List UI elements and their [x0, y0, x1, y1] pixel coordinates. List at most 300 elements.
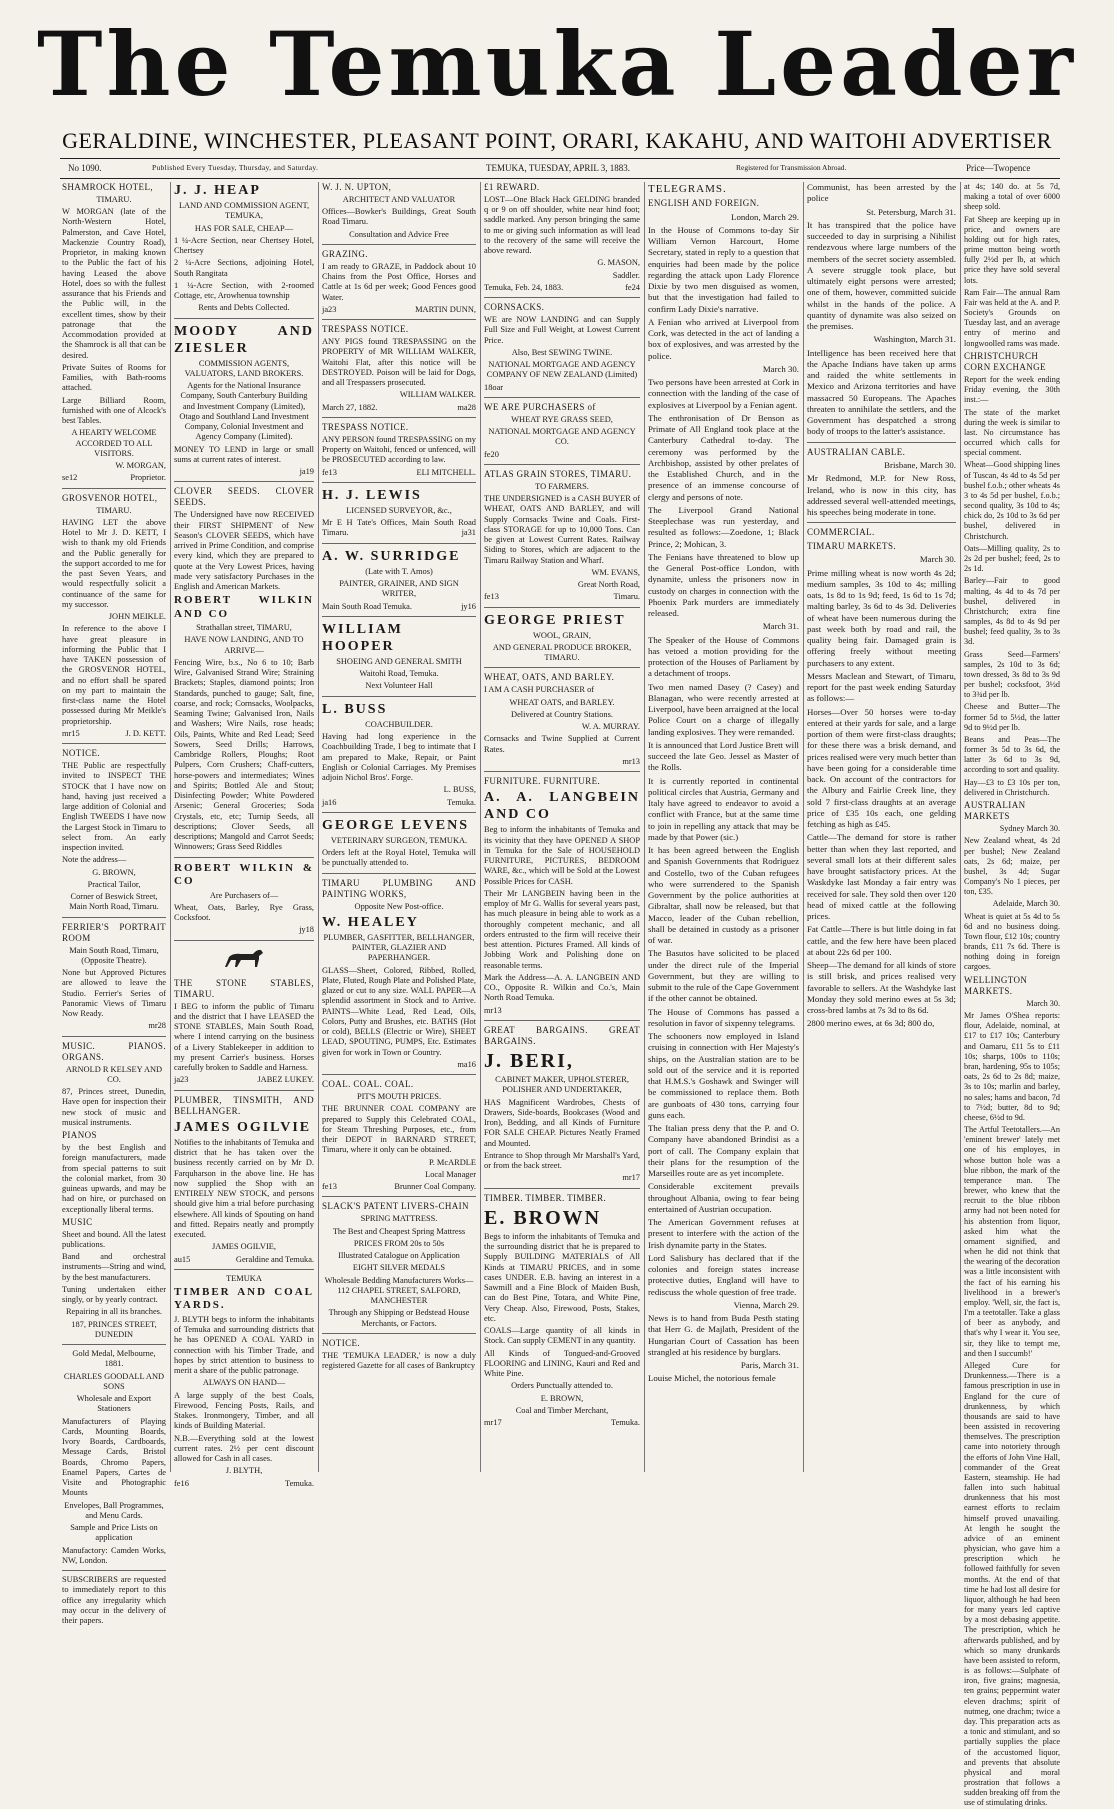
dateline-entry: Vienna, March 29. [733, 1299, 799, 1310]
ad-sub: SPRING MATTRESS. [360, 1214, 438, 1224]
ad-heading: NOTICE. [322, 1337, 361, 1348]
section-separator [807, 522, 956, 523]
news-paragraph: Oats—Milling quality, 2s to 2s 2d per bushel; feed, 2s to 2s 1d. [964, 543, 1060, 574]
news-paragraph: It is announced that Lord Justice Brett will succeed the late Geo. Jessel as Master of the Rolls. [648, 739, 799, 773]
ad-footer: fe13 Timaru. [484, 592, 640, 602]
ad-subheading: PIANOS [62, 1130, 97, 1141]
ad-code: jy18 [299, 925, 314, 935]
ad-signature: JOHN MEIKLE. [108, 612, 166, 622]
ad-sub: ALWAYS ON HAND— [202, 1378, 286, 1388]
ad-body: Next Volunteer Hall [365, 681, 433, 691]
ad-body: In reference to the above I have great pleasure in informing the Public that I have TAKEN possession of the GROSVENOR HOTEL, and no effort shall be spared on my part to maintain the first-class name the Hotel possessed during Mr Meikle's proprietorship. [62, 624, 166, 726]
ad-body: Orders left at the Royal Hotel, Temuka will be punctually attended to. [322, 848, 476, 868]
dateline-entry: Sydney March 30. [999, 824, 1060, 834]
ad-footer: fe13 Brunner Coal Company. [322, 1182, 476, 1192]
ad-separator [174, 1269, 314, 1270]
ad-body: The Best and Cheapest Spring Mattress [332, 1226, 466, 1236]
ad-body: Agents for the National Insurance Company, South Canterbury Building and Investment Company (Limited), Otago and Southland Land Investment Company, Colonial Investment and Agency Company (Limited). [179, 381, 309, 442]
ad-heading: TRESPASS NOTICE. [322, 324, 409, 335]
ad-sub: Wholesale and Export Stationers [76, 1394, 152, 1414]
ad-signature: E. BROWN, [540, 1393, 584, 1403]
ad-footer: ja16 Temuka. [322, 797, 476, 807]
ad-heading: TRESPASS NOTICE. [322, 421, 409, 432]
dateline-entry: Paris, March 31. [740, 1360, 799, 1371]
news-paragraph: Two men named Dasey (? Casey) and Blanagan, who were recently arrested at Liverpool, have been arraigned at the local Police Court on a charge of illegally landing explosives. They were remanded. [648, 681, 799, 737]
ad-heading: GRAZING. [322, 248, 368, 259]
dateline-entry: March 30. [1026, 998, 1060, 1008]
ad-list: WHEAT OATS, and BARLEY. [509, 697, 615, 707]
ad-sub: (Late with T. Amos) [365, 566, 433, 576]
ad-body: Also, Best SEWING TWINE. [511, 347, 613, 357]
news-paragraph: Two persons have been arrested at Cork in connection with the landing of the case of explosives at Liverpool by a Fenian agent. [648, 377, 799, 410]
ad-separator [174, 940, 314, 941]
news-paragraph: It has transpired that the police have succeeded to day in surprising a Nihilist rendezvous where large numbers of the members of the secret society assembled. A severe struggle took place, but ultimately eight persons were arrested; one of them, however, committed suicide whilst in the hands of the police. A quantity of dynamite was also seized on the premises. [807, 219, 956, 331]
ad-body: Repairing in all its branches. [65, 1307, 163, 1317]
ad-separator [484, 607, 640, 608]
ad-code: ja19 [299, 467, 314, 477]
ad-separator [484, 397, 640, 398]
column-rule [318, 182, 319, 1472]
header-rule-lower [60, 178, 1060, 179]
dateline-entry: March 30. [762, 363, 799, 374]
ad-sub: ARCHITECT AND VALUATOR [342, 194, 456, 204]
ad-heading: CLOVER SEEDS. CLOVER SEEDS. [174, 486, 314, 508]
dateline-entry: London, March 29. [731, 211, 799, 222]
ad-body: Wholesale Bedding Manufacturers Works—112 CHAPEL STREET, SALFORD, MANCHESTER [324, 1275, 474, 1306]
ad-separator [322, 244, 476, 245]
ad-body: Manufactory: Camden Works, NW, London. [62, 1545, 166, 1565]
ad-name: A. A. LANGBEIN AND CO [484, 790, 640, 823]
ad-body: THE 'TEMUKA LEADER,' is now a duly registered Gazette for all cases of Bankruptcy [322, 1350, 476, 1371]
dateline-entry: Washington, March 31. [873, 334, 956, 345]
header-rule [60, 158, 1060, 159]
news-paragraph: The Speaker of the House of Commons has vetoed a motion providing for the protection of the Houses of Parliament by a detachment of troops. [648, 634, 799, 679]
section-separator [807, 442, 956, 443]
ad-body: Sample and Price Lists on application [70, 1523, 158, 1543]
ad-separator [62, 1344, 166, 1345]
news-paragraph: The schooners now employed in Island cruising in connection with Her Majesty's ships, on the Australian station are to be sold out of the service and it is reported that H.M.S.'s Goshawk and Swinger will be commissioned to replace them. Both are gunboats of 430 tons, carrying four guns each. [648, 1031, 799, 1120]
ad-body: Private Suites of Rooms for Families, with Bath-rooms attached. [62, 362, 166, 393]
masthead-title: The Temuka Leader [37, 12, 1077, 116]
ad-sub: HAS FOR SALE, CHEAP— [194, 223, 294, 233]
column-rule [644, 182, 645, 1472]
column-rule [480, 182, 481, 1472]
news-paragraph: Alleged Cure for Drunkenness.—There is a famous prescription in use in England for the cure of drunkenness, by which thousands are said to have been assisted in recovering themselves. The prescription came into notoriety through the efforts of John Vine Hall, commander of the Great Eastern, steamship. He had fallen into such habitual drunkenness that his most earnest efforts to reclaim himself proved unavailing. At length he sought the advice of an eminent physician, who gave him a prescription which he followed faithfully for seven months. At the end of that time he had lost all desire for liquor, although he had been for many years led captive by a most debasing appetite. The prescription, which he afterwards published, and by which so many drunkards have been assisted to reform, is as follows:—Sulphate of iron, five grains; magnesia, ten grains; peppermint water eleven drachms; spirit of nutmeg, one drachm; twice a day. This preparation acts as a tonic and stimulant, and so partially supplies the place of the accustomed liquor, and prevents that absolute physical and moral prostration that follows a sudden breaking off from the use of stimulating drinks. [964, 1360, 1060, 1808]
column-4 [484, 182, 640, 1472]
ad-separator [322, 1196, 476, 1197]
ad-sub: COMMISSION AGENTS, VALUATORS, LAND BROKERS. [184, 358, 304, 378]
ad-separator [322, 873, 476, 874]
ad-sub: LICENSED SURVEYOR, &c., [346, 505, 452, 515]
ad-town: TEMUKA [226, 1273, 262, 1283]
ad-footer: ja23 MARTIN DUNN, [322, 304, 476, 314]
ad-signature: L. BUSS, [443, 785, 476, 795]
news-paragraph: Intelligence has been received here that the Apache Indians have taken up arms and raided the white settlements in Mexico and Arizona territories and have massacred 50 Europeans. The Apaches threaten to annihilate the settlers, and the Government has despatched a strong body of troops to the latter's assistance. [807, 347, 956, 437]
ad-heading: WE ARE PURCHASERS of [484, 401, 596, 412]
ad-separator [484, 667, 640, 668]
ad-body: WE are NOW LANDING and can Supply Full Size and Full Weight, at Lowest Current Price. [484, 315, 640, 345]
ad-heading: TIMBER. TIMBER. TIMBER. [484, 1192, 607, 1203]
ad-list: WHEAT RYE GRASS SEED, [511, 414, 613, 424]
ad-address: Strathallan street, TIMARU, [196, 623, 292, 633]
section-heading: AUSTRALIAN CABLE. [807, 446, 906, 457]
ad-list: A large supply of the best Coals, Firewood, Fencing Posts, Rails, and Stakes. Ironmongery, Timber, and all kinds of Building Material. [174, 1390, 314, 1431]
ad-code: mr13 [622, 756, 640, 766]
news-paragraph: Sheep—The demand for all kinds of store is still brisk, and prices realised very favorable to sellers. At the Washdyke last Monday they sold merino ewes at 5s 3d; cross-bred lambs at 7s 3d to 8s 6d. [807, 960, 956, 1016]
ad-signature: J. BLYTH, [225, 1466, 263, 1476]
registration-note: Registered for Transmission Abroad. [736, 163, 847, 172]
news-paragraph: A Fenian who arrived at Liverpool from Cork, was detected in the act of landing a box of explosives, and was arrested by the police. [648, 316, 799, 361]
ad-separator [322, 319, 476, 320]
news-paragraph: Hay—£3 to £3 10s per ton, delivered in Christchurch. [964, 777, 1060, 797]
dateline-entry: St. Petersburg, March 31. [866, 206, 956, 217]
ad-body: I am ready to GRAZE, in Paddock about 10 Chains from the Post Office, Horses and Cattle at 1s 6d per week; Good Fences good Water. [322, 261, 476, 302]
ad-separator [484, 1020, 640, 1021]
ad-separator [62, 488, 166, 489]
ad-body: J. BLYTH begs to inform the inhabitants of Temuka and surrounding districts that he has OPENED A COAL YARD in connection with his Timber Trade, and hopes by strict attention to business to merit a share of the public patronage. [174, 1314, 314, 1376]
ad-code: mr28 [148, 1021, 166, 1031]
ad-sub: PIT'S MOUTH PRICES. [356, 1092, 442, 1102]
ad-heading: NOTICE. [62, 748, 101, 759]
ad-sub: CABINET MAKER, UPHOLSTERER, POLISHER AND UNDERTAKER, [495, 1075, 629, 1095]
news-paragraph: Communist, has been arrested by the police [807, 182, 956, 204]
ad-body: I AM A CASH PURCHASER of [484, 685, 595, 695]
ad-body: None but Approved Pictures are allowed to leave the Studio. Ferrier's Series of Panoramic Views of Timaru Now Ready. [62, 968, 166, 1019]
ad-role: Practical Tailor, [87, 879, 141, 889]
ad-body: Manufacturers of Playing Cards, Mounting Boards, Ivory Boards, Cardboards, Message Cards, Bristol Boards, Chromo Papers, Enamel Papers, Cartes de Visite and Photographic Mounts [62, 1416, 166, 1498]
ad-body: by the best English and foreign manufacturers, made from special patterns to suit the colonial market, from 30 guineas upwards, and may be had on hire, or purchased on exceptionally liberal terms. [62, 1143, 166, 1214]
ad-name: GEORGE LEVENS [322, 817, 469, 833]
ad-body: Tuning undertaken either singly, or by yearly contract. [62, 1284, 166, 1305]
news-paragraph: The Italian press deny that the P. and O. Company have abandoned Brindisi as a port of call. The Company explain that their plans for the resumption of the Marseilles route are as yet incomplete. [648, 1123, 799, 1179]
news-paragraph: The Liverpool Grand National Steeplechase was run yesterday, and resulted as follows:—Zoedone, 1; Black Prince, 2; Mohican, 3. [648, 504, 799, 549]
ad-town: TIMARU. [96, 505, 132, 515]
ad-footer: mr15 J. D. KETT. [62, 728, 166, 738]
news-paragraph: Prime milling wheat is now worth 4s 2d; medium samples, 3s 10d to 4s; milling oats, 1s 8d to 1s 9d; feed, 1s 6d to 1s 7d; malting barley, 3s 6d to 4s 3d. Deliveries of wheat have been numerous during the past week both by road and rail, the quality being fair. Damaged grain is offering freely without meeting purchasers to any extent. [807, 567, 956, 668]
ad-body: THE BRUNNER COAL COMPANY are prepared to Supply this Celebrated COAL, for Steam Threshing Purposes, etc., from their DEPOT in BARNARD STREET, Timaru, where it only can be obtained. [322, 1104, 476, 1155]
dateline [66, 161, 1056, 177]
ad-body: Note the address— [62, 855, 127, 865]
price: Price—Twopence [966, 163, 1031, 173]
ad-name: JAMES OGILVIE [174, 1119, 312, 1135]
ad-name: ARNOLD R KELSEY AND CO. [65, 1064, 163, 1084]
ad-address: Main South Road, Timaru, (Opposite Theatre). [69, 945, 159, 965]
ad-body: Cornsacks and Twine Supplied at Current Rates. [484, 734, 640, 754]
ad-heading: PLUMBER, TINSMITH, AND BELLHANGER. [174, 1094, 314, 1116]
ad-name: J. BERI, [484, 1049, 574, 1072]
ad-name: A. W. SURRIDGE [322, 548, 461, 564]
ad-body: Envelopes, Ball Programmes, and Menu Cards. [64, 1500, 164, 1520]
ad-role: Saddler. [612, 270, 640, 280]
ad-body: LOST—One Black Hack GELDING branded q or 9 on off shoulder, white near hind foot; saddle marked. Any person bringing the same to me or giving such information as will lead to the recovery of the same will receive the above reward. [484, 194, 640, 256]
ad-code: 18oar [484, 382, 504, 392]
ad-separator [62, 917, 166, 918]
column-7 [964, 182, 1060, 1808]
ad-separator [62, 1570, 166, 1571]
news-paragraph: The enthronisation of Dr Benson as Primate of All England took place at the Canterbury Cathedral to-day. The ceremony was performed by the Archbishop, assisted by other prelates of the Established Church, and in the presence of an immense concourse of clergy and persons of note. [648, 412, 799, 502]
news-paragraph: 2800 merino ewes, at 6s 3d; 800 do, [807, 1018, 935, 1029]
ad-list: Fencing Wire, b.s., No 6 to 10; Barb Wire, Galvanised Strand Wire; Straining Brackets; Staples, diamond points; Iron Standards, punched to gauge; Salt, fine, coarse, and rock; Cornsacks, Woolpacks, Seaming Twine; Galvanised Iron, Nails and Washers; Wire Nails, rose heads; Oils, Paints, White and Red Lead; Seed Sowers, Seed Drills; Harrows, Cambridge Rollers, Ploughs; Root Pulpers, Corn Crushers; Chaff-cutters, horse-powers and intermediates; Wines and Spirits; Bottled Ale and Stout; Disinfecting Powder; White Powdered Arsenic; General Groceries; Soda Crystals, etc, etc; Turnip Seeds, all descriptions; Clover Seeds, all descriptions; Mangold and Carrot Seeds; Winnowers; Grass Seed Riddles [174, 657, 314, 852]
ad-body: GLASS—Sheet, Colored, Ribbed, Rolled, Plate, Fluted, Rough Plate and Polished Plate, glazed or cut to any size. WALL PAPER—A splendid assortment in Stock and to Arrive. PAINTS—White Lead, Red Lead, Oils, Colors, Putty and Brushes, etc. BATHS (Hot or cold), BELLS (Electric or Wire), SHEET LEAD, SPOUTING, PUMPS, Etc. Estimates given for work in Town or Country. [322, 965, 476, 1057]
ad-heading: GREAT BARGAINS. GREAT BARGAINS. [484, 1024, 640, 1046]
column-rule [960, 182, 961, 1472]
news-paragraph: Mr Redmond, M.P. for New Ross, Ireland, who is now in this city, has addressed several well-attended meetings, his speeches being moderate in tone. [807, 473, 956, 518]
ad-separator [322, 543, 476, 544]
ad-sub: Are Purchasers of— [209, 890, 279, 900]
news-paragraph: Cheese and Butter—The former 5d to 5½d, the latter 9d to 9½d per lb. [964, 702, 1060, 732]
ad-name: NATIONAL MORTGAGE AND AGENCY CO. [488, 427, 636, 447]
ad-signature: JAMES OGILVIE, [212, 1242, 276, 1252]
dateline-entry: Adelaide, March 30. [992, 899, 1060, 909]
ad-body: I BEG to inform the public of Timaru and the district that I have LEASED the STONE STABLES, Main South Road, where I intend carrying on the business of a Livery Stablekeeper in addition to my present Carrier's business. Horses carefully broken to Saddle and Harness. [174, 1001, 314, 1073]
ad-body: Notifies to the inhabitants of Temuka and district that he has taken over the business recently carried on by Mr D. Farquharson in the above line. He has now supplied the Shop with an ENTIRELY NEW STOCK, and persons should give him a trial before purchasing elsewhere. All kinds of Spouting on hand and fitted. Repairs neatly and promptly executed. [174, 1137, 314, 1239]
ad-body: Beg to inform the inhabitants of Temuka and its vicinity that they have OPENED A SHOP in Temuka for the Sale of HOUSEHOLD FURNITURE, PICTURES, BEDROOM WARE, &c., which will be Sold at the Lowest Possible Prices for CASH. [484, 825, 640, 886]
publication-days: Published Every Tuesday, Thursday, and Saturday. [152, 163, 319, 172]
ad-list-item: 2 ¼-Acre Sections, adjoining Hotel, South Rangitata [174, 258, 314, 278]
ad-code: ma16 [457, 1059, 476, 1069]
news-paragraph: The Artful Teetotallers.—An 'eminent brewer' lately met one of his employes, in whose button hole was a blue ribbon, the mark of the temperance man. The brewer, who knew that the recruit to the blue ribbon army had not been noted for his abstention from liquor, asked him what the ornament signified, and when he did not think that the wearing of the decoration was a little inconsistent with the fact of his earning his livelihood in a brewer's employ. 'Well, sir, the fact is, I'm a teetotaller. Take a glass of beer as anybody, and that's why I wear it. You see, sir, they like to tempt me, and then I succumb!' [964, 1125, 1060, 1358]
ad-separator [322, 417, 476, 418]
ad-separator [174, 481, 314, 482]
ad-separator [484, 771, 640, 772]
ad-body: Band and orchestral instruments—String and wind, by the best manufacturers. [62, 1252, 166, 1282]
ad-heading: WHEAT, OATS, AND BARLEY. [484, 672, 615, 683]
ad-separator [174, 1090, 314, 1091]
ad-body: Sheet and bound. All the latest publications. [62, 1229, 166, 1249]
ad-heading: £1 REWARD. [484, 182, 540, 192]
ad-body: Entrance to Shop through Mr Marshall's Yard, or from the back street. [484, 1150, 640, 1171]
ad-heading: CORNSACKS. [484, 302, 545, 313]
ad-sub: HAVE NOW LANDING, AND TO ARRIVE— [184, 635, 304, 655]
section-heading: WELLINGTON MARKETS. [964, 974, 1028, 996]
ad-signature: G. BROWN, [92, 867, 136, 877]
ad-signature: WILLIAM WALKER. [399, 390, 476, 400]
ad-separator [322, 812, 476, 813]
ad-signature: W. A. MURRAY. [581, 722, 640, 732]
news-paragraph: Considerable excitement prevails throughout Albania, owing to fear being entertained of Austrian occupation. [648, 1181, 799, 1214]
ad-separator [484, 297, 640, 298]
ad-body: Orders Punctually attended to. [511, 1381, 613, 1391]
ad-heading: FURNITURE. FURNITURE. [484, 776, 601, 787]
ad-role: PLUMBER, GASFITTER, BELLHANGER, PAINTER, GLAZIER AND PAPERHANGER. [323, 932, 475, 963]
news-paragraph: The Fenians have threatened to blow up the General Post-office London, with dynamite, unless the prisoners now in custody on charges in connection with the Phoenix Park murders are immediately released. [648, 551, 799, 619]
ad-body: Through any Shipping or Bedstead House Merchants, or Factors. [328, 1308, 470, 1328]
ad-list: Wheat, Oats, Barley, Rye Grass, Cocksfoot. [174, 902, 314, 923]
ad-separator [322, 696, 476, 697]
news-paragraph: Wheat is quiet at 5s 4d to 5s 6d and no business doing. Town flour, £12 10s; country brands, £11 7s 6d. There is nothing doing in foreign cargoes. [964, 911, 1060, 972]
ad-body: A HEARTY WELCOME ACCORDED TO ALL VISITORS. [71, 428, 157, 458]
ad-body: ANY PIGS found TRESPASSING on the PROPERTY of MR WILLIAM WALKER, Waitohi Flat, after this notice will be DESTROYED. Poison will be laid for Dogs, and all Trespassers prosecuted. [322, 337, 476, 388]
ad-list-item: 1 ¼-Acre Section, with 2-roomed Cottage, etc, Arowhenua township [174, 280, 314, 301]
ad-sub: VETERINARY SURGEON, TEMUKA. [330, 835, 468, 845]
news-paragraph: at 4s; 140 do. at 5s 7d, making a total of over 6000 sheep sold. [964, 182, 1060, 212]
ad-name: GEORGE PRIEST [484, 612, 626, 628]
dateline-entry: March 30. [919, 554, 956, 565]
ad-name: W. J. N. UPTON, [322, 182, 392, 192]
column-2 [174, 182, 314, 1488]
ad-separator [322, 616, 476, 617]
section-heading: CHRISTCHURCH CORN EXCHANGE [964, 350, 1046, 372]
ad-body: COALS—Large quantity of all kinds in Stock. Can supply CEMENT in any quantity. [484, 1326, 640, 1346]
ad-subheading: MUSIC [62, 1216, 93, 1227]
ad-medal: Gold Medal, Melbourne, 1881. [72, 1349, 156, 1369]
ad-name: J. J. HEAP [174, 183, 261, 198]
ad-separator [322, 1074, 476, 1075]
ad-separator [484, 1188, 640, 1189]
ad-body: HAS Magnificent Wardrobes, Chests of Drawers, Side-boards, Bookcases (Wood and Iron), Bedding, and all Kinds of Furniture FOR SALE CHEAP. Pictures Neatly Framed and Mounted. [484, 1097, 640, 1148]
news-paragraph: The Basutos have solicited to be placed under the direct rule of the Imperial Government, but they are willing to submit to the rule of the Cape Government if the other cannot be obtained. [648, 948, 799, 1004]
ad-heading: THE STONE STABLES, TIMARU. [174, 977, 314, 999]
ad-body: Their Mr LANGBEIN having been in the employ of Mr G. Wallis for several years past, has much pleasure in being able to work as a thoroughly competent mechanic, and all orders entrusted to the firm will receive their best attention. Pictures Framed. All kinds of Jobbing Work and Polishing done on reasonable terms. [484, 888, 640, 970]
ad-footer: Main South Road Temuka. jy16 [322, 601, 476, 611]
news-paragraph: The House of Commons has passed a resolution in favor of sixpenny telegrams. [648, 1006, 799, 1028]
ad-code: mr17 [622, 1173, 640, 1183]
ad-separator [322, 1333, 476, 1334]
ad-list-item: 1 ¼-Acre Section, near Chertsey Hotel, Chertsey [174, 235, 314, 256]
ad-body: Mark the Address—A. A. LANGBEIN AND CO., Opposite R. Wilkin and Co.'s, Main North Road Temuka. [484, 972, 640, 1003]
column-rule [170, 182, 171, 1472]
issue-number: No 1090. [68, 163, 102, 173]
news-paragraph: Messrs Maclean and Stewart, of Timaru, report for the past week ending Saturday as follows:— [807, 670, 956, 704]
ad-body: Large Billiard Room, furnished with one of Alcock's best Tables. [62, 395, 166, 426]
news-paragraph: It has been agreed between the English and Spanish Governments that Rodriguez and Costello, two of the Cuban refugees who were surrendered to the Spanish Government by the police authorities at Gibraltar, shall now be released, but that Macco, leader of the Cuban rebellion, shall be detained in custody as a prisoner of war. [648, 845, 799, 946]
ad-body: The Undersigned have now RECEIVED their FIRST SHIPMENT of New Season's CLOVER SEEDS, which have arrived in Prime Condition, and comprise every kind, which they are prepared to quote at the Very Lowest Prices, having made very satisfactory Purchases in the English and American Markets. [174, 510, 314, 592]
ad-sub: WOOL, GRAIN, [533, 630, 591, 640]
section-subheading: TIMARU MARKETS. [807, 540, 897, 551]
news-paragraph: Grass Seed—Farmers' samples, 2s 10d to 3s 6d; town dressed, 3s 8d to 3s 9d per bushel; cocksfoot, 3½d to 3¾d per lb. [964, 649, 1060, 700]
issue-date: TEMUKA, TUESDAY, APRIL 3, 1883. [486, 163, 631, 173]
ad-signature: P. McARDLE [429, 1157, 476, 1167]
news-paragraph: The American Government refuses at present to interfere with the action of the Irish dynamite party in the States. [648, 1217, 799, 1250]
ad-heading: MUSIC. PIANOS. ORGANS. [62, 1040, 166, 1062]
ad-name: CHARLES GOODALL AND SONS [63, 1371, 165, 1391]
dateline-entry: Brisbane, March 30. [884, 460, 956, 471]
ad-body: HAVING LET the above Hotel to Mr J. D. KETT, I wish to thank my old Friends and the Public generally for the support accorded to me for the past Seven Years, and would respectfully solicit a continuance of the same for my successor. [62, 517, 166, 609]
ad-footer: March 27, 1882. ma28 [322, 402, 476, 412]
news-paragraph: New Zealand wheat, 4s 2d per bushel; New Zealand oats, 2s 6d; maize, per bushel, 3s 4d; Sugar Company's No 1 pieces, per ton, £35. [964, 836, 1060, 897]
ad-body: All Kinds of Tongued-and-Grooved FLOORING and LINING, Kauri and Red and White Pine. [484, 1348, 640, 1379]
ad-heading: ATLAS GRAIN STORES, TIMARU. [484, 468, 632, 479]
ad-body: W MORGAN (late of the North-Western Hotel, Palmerston, and Cave Hotel, Mackenzie Country Road), Proprietor, in making known to the Public the fact of his having Leased the above Hotel, does so with the fullest assurance that his Friends and the Public will, in the excellent times, show by their patronage that the Accommodation provided at the Shamrock is all that can be desired. [62, 207, 166, 360]
news-paragraph: Horses—Over 50 horses were to-day entered at their yards for sale, and a large portion of them were first-class draughts; for these there was a brisk demand, and prices realised were very much better than have been going for a considerable time back. On account of the contractors for the Albury and Fairlie Creek line, they sold 7 first-class draughts at an average price of £35 10s each, one gelding fetching as high as £45. [807, 706, 956, 830]
news-paragraph: Barley—Fair to good malting, 4s 4d to 4s 7d per bushel, delivered in Christchurch; extra fine samples, 4s 8d to 4s 9d per bushel; feed quality, 3s to 3s 3d. [964, 576, 1060, 647]
ad-body: PRICES FROM 20s to 50s [353, 1238, 445, 1248]
section-subheading: ENGLISH AND FOREIGN. [648, 198, 760, 209]
column-1 [62, 182, 166, 1626]
news-paragraph: Ram Fair—The annual Ram Fair was held at the A. and P. Society's Grounds on Tuesday last, and an average entry of merino and longwoolled rams was made. [964, 287, 1060, 348]
ad-separator [174, 318, 314, 319]
ad-footer: se12 Proprietor. [62, 473, 166, 483]
ad-footer: fe16 Temuka. [174, 1478, 314, 1488]
news-paragraph: Cattle—The demand for store is rather better than when they last reported, and several small lots at their different sales have brought satisfactory prices. At the Waskdyke last Monday a fair entry was received for sale. They sold then over 120 head of mixed cattle at the following prices. [807, 832, 956, 922]
ad-signature: WM. EVANS, [591, 567, 640, 577]
ad-address: 187, PRINCES STREET, DUNEDIN [71, 1319, 157, 1339]
ad-separator [174, 857, 314, 858]
ad-name: WILLIAM HOOPER [322, 621, 403, 654]
ad-body: THE Public are respectfully invited to INSPECT THE STOCK that I have now on hand, having just received a large addition of Colonial and English TWEEDS I have now the Largest Stock in Timaru to select from. An early inspection invited. [62, 761, 166, 853]
ad-body: ANY PERSON found TRESPASSING on my Property on Waitohi, fenced or unfenced, will be PROSECUTED according to law. [322, 434, 476, 465]
ad-code: mr13 [484, 1005, 502, 1015]
ad-sub: TO FARMERS. [535, 481, 589, 491]
news-paragraph: Louise Michel, the notorious female [648, 1373, 776, 1384]
subscribers-notice: SUBSCRIBERS are requested to immediately report to this office any irregularity which may occur in the delivery of their papers. [62, 1575, 166, 1626]
news-paragraph: News is to hand from Buda Pesth stating that Herr G. de Majlath, President of the Hungarian Court of Cassation has been strangled at his residence by burglars. [648, 1313, 799, 1357]
ad-signature: G. MASON, [597, 258, 640, 268]
ad-body: Having had long experience in the Coachbuilding Trade, I beg to intimate that I am prepared to Make, Repair, or Paint English or Colonial Carriages. My Premises adjoin Nichol Bros'. Forge. [322, 732, 476, 783]
ad-sub: Opposite New Post-office. [354, 901, 444, 911]
ad-body: EIGHT SILVER MEDALS [352, 1263, 446, 1273]
ad-separator [322, 482, 476, 483]
section-heading: TELEGRAMS. [648, 183, 727, 195]
column-5 [648, 182, 799, 1472]
ad-body: Begs to inform the inhabitants of Temuka and the surrounding district that he is prepared to Supply BUILDING MATERIALS of All Kinds at TIMARU PRICES, and in some cases UNDER. E.B. having an interest in a Sawmill and a Fine Block of Maiden Bush, can do Best Pine, Totara, and White Pine, Very Cheap. Also, Firewood, Posts, Stakes, etc. [484, 1231, 640, 1323]
ad-address: Great North Road, [577, 580, 640, 590]
column-rule [803, 182, 804, 1472]
dateline-entry: March 31. [762, 621, 799, 632]
ad-name: ROBERT WILKIN AND CO [174, 594, 314, 620]
ad-footer: au15 Geraldine and Temuka. [174, 1254, 314, 1264]
ad-body: Delivered at Country Stations. [511, 709, 613, 719]
masthead-subtitle: GERALDINE, WINCHESTER, PLEASANT POINT, ORARI, KAKAHU, AND WAITOHI ADVERTISER [62, 128, 1052, 153]
news-paragraph: It is currently reported in continental political circles that Austria, Germany and Italy have agreed to endeavor to avoid a conflict with France, but at the same time to join in repelling any attack that may be made by that Power (sic.) [648, 775, 799, 842]
ad-separator [484, 464, 640, 465]
ad-body: Consultation and Advice Free [349, 229, 449, 239]
horse-illustration [174, 945, 314, 978]
news-paragraph: In the House of Commons to-day Sir William Vernon Harcourt, Home Secretary, stated in reply to a question that enquiries had been made by the police regarding the attack upon Lady Florence Dixie by two men disguised as women, but that the investigation had failed to confirm Lady Dixie's narrative. [648, 224, 799, 314]
ad-sub: COACHBUILDER. [365, 719, 433, 729]
news-paragraph: Beans and Peas—The former 3s 5d to 3s 6d, the latter 3s 6d to 3s 9d, according to sort and quality. [964, 734, 1060, 775]
news-paragraph: Report for the week ending Friday evening, the 30th inst.:— [964, 375, 1060, 405]
ad-sub: LAND AND COMMISSION AGENT, TEMUKA, [178, 201, 310, 221]
ad-heading: SHAMROCK HOTEL, [62, 182, 154, 192]
ad-footer: Rents and Debts Collected. [198, 303, 290, 313]
section-heading: COMMERCIAL. [807, 527, 875, 538]
ad-body: MONEY TO LEND in large or small sums at current rates of interest. [174, 444, 314, 464]
news-paragraph: Wheat—Good shipping lines of Tuscan, 4s 4d to 4s 5d per bushel f.o.b.; other wheats 4s 3 to 4s 5d per bushel, f.o.b.; second quality, 3s 10d to 4s; chick do, 2s 10d to 3s 6d per bushel, delivered in Christchurch. [964, 460, 1060, 541]
ad-footer: ja23 JABEZ LUKEY. [174, 1075, 314, 1085]
ad-heading: TIMBER AND COAL YARDS. [174, 1286, 314, 1312]
ad-role: Coal and Timber Merchant, [515, 1405, 609, 1415]
news-paragraph: Fat Cattle—There is but little doing in fat cattle, and the few here have been placed at about 22s 6d per 100. [807, 924, 956, 957]
ad-name: MOODY AND ZIESLER [174, 323, 314, 356]
column-3 [322, 182, 476, 1472]
ad-town: TIMARU. [96, 194, 132, 204]
ad-body: Waitohi Road, Temuka. [359, 669, 439, 679]
news-paragraph: Fat Sheep are keeping up in price, and owners are holding out for high rates, prime mutton being worth fully 2½d per lb, at which price they have sold several lots. [964, 214, 1060, 285]
section-heading: AUSTRALIAN MARKETS [964, 799, 1026, 822]
ad-footer: Temuka, Feb. 24, 1883. fe24 [484, 282, 640, 292]
news-paragraph: Mr James O'Shea reports: flour, Adelaide, nominal, at £17 to £17 10s; Canterbury and Oamaru, £11 5s to £11 10s; sharps, 100s to 110s; bran, hardening, 95s to 105s; oats, 2s 6d to 2s 8d; maize, 3s to 10s; marlin and barley, no sales; hams and bacon, 7d to 7½d; butter, 8d to 9d; cheese, 6½d to 9d. [964, 1011, 1060, 1122]
ad-address: Corner of Beswick Street, Main North Road, Timaru. [69, 892, 159, 912]
ad-footer: mr17 Temuka. [484, 1418, 640, 1428]
ad-code: fe20 [484, 449, 499, 459]
ad-heading: TIMARU PLUMBING AND PAINTING WORKS, [322, 877, 476, 899]
ad-footer: fe13 ELI MITCHELL. [322, 467, 476, 477]
ad-name: ROBERT WILKIN & CO [174, 861, 314, 888]
ad-body: N.B.—Everything sold at the lowest current rates. 2½ per cent discount allowed for Cash in all cases. [174, 1433, 314, 1464]
ad-body: 87, Princes street, Dunedin, Have open for inspection their new stock of music and musical instruments. [62, 1087, 166, 1127]
ad-sub: SHOEING AND GENERAL SMITH [336, 656, 462, 666]
ad-name: E. BROWN [484, 1206, 602, 1229]
ad-separator [62, 743, 166, 744]
column-6 [807, 182, 956, 1472]
ad-body: Mr E H Tate's Offices, Main South Road Timaru. ja31 [322, 518, 476, 538]
ad-name: W. HEALEY [322, 914, 419, 930]
ad-body: Offices—Bowker's Buildings, Great South Road Timaru. [322, 207, 476, 227]
ad-body: AND GENERAL PRODUCE BROKER, TIMARU. [492, 642, 632, 663]
ad-body: Illustrated Catalogue on Application [338, 1251, 460, 1261]
ad-name: L. BUSS [322, 701, 388, 717]
